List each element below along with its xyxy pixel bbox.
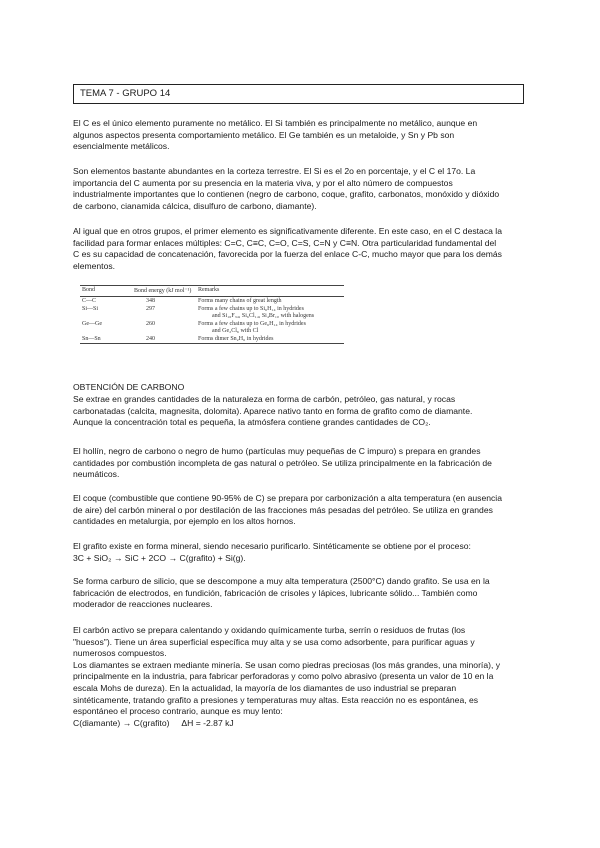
cell-energy: 260 [146,320,155,327]
cell-remarks [196,335,344,344]
paragraph-grafito [73,541,528,564]
text-line: principalmente en la industria, para fabricar perforadoras y como polvo abrasivo (presenta un valor de 10 en la [73,671,494,682]
text-line: Se extrae en grandes cantidades de la naturaleza en forma de carbón, petróleo, gas natural, y rocas [73,394,456,404]
paragraph-carburo [73,576,528,611]
paragraph-carbon-activo [73,625,528,729]
text-line: de carbono, cianamida cálcica, disulfuro de carbono, diamante). [73,200,317,211]
column-header: Remarks [198,287,220,293]
text-line: numerosos compuestos. [73,648,167,659]
cell-energy: 348 [146,297,155,304]
text-line: fabricación de electrodos, en fundición, fabricación de crisoles y lápices, lubricante sólido... También como [73,587,478,598]
equation-line: C(diamante) → C(grafito) ΔH = -2.87 kJ [73,717,234,728]
text-line: El grafito existe en forma mineral, siendo necesario purificarlo. Sintéticamente se obtiene por el proceso: [73,541,471,551]
column-header: Bond energy (kJ mol⁻¹) [134,288,192,294]
text-line: carbonatadas (calcita, magnesita, dolomita). Aparece nativo tanto en forma de grafito como de diamante. [73,405,473,416]
cell-bond: Ge—Ge [82,320,102,327]
remark-line: Forms many chains of great length [198,297,282,304]
text-line: El coque (combustible que contiene 90-95% de C) se prepara por carbonización a alta temperatura (en ausencia [73,493,502,503]
table-row [80,320,344,335]
paragraph-obtencion-1 [73,394,528,429]
paragraph-coque [73,493,528,528]
text-line: algunos aspectos presenta comportamiento metálico. El Ge también es un metaloide, y Sn y Pb son [73,129,455,140]
text-line: esencialmente metálicos. [73,141,170,152]
text-line: C es su capacidad de concatenación, favorecida por la fuerza del enlace C-C, mucho mayor que para los demás [73,249,502,260]
remark-line: Forms dimer Sn₂H₆ in hydrides [198,335,274,342]
paragraph-intro-2 [73,166,528,212]
text-line: Aunque la concentración total es pequeña, la atmósfera contiene grandes cantidades de CO₂. [73,417,431,428]
cell-remarks [196,320,344,335]
cell-remarks [196,297,344,306]
remark-line: and Ge₂Cl₆ with Cl [212,327,259,334]
text-line: Al igual que en otros grupos, el primer elemento es significativamente diferente. En este caso, en el C destaca la [73,226,502,236]
text-line: El hollín, negro de carbono o negro de humo (partículas muy pequeñas de C impuro) s prepara en grandes [73,446,481,456]
cell-energy: 240 [146,335,155,342]
text-line: cantidades en metalurgia, por ejemplo en los altos hornos. [73,516,296,527]
text-line: Los diamantes se extraen mediante minería. Se usan como piedras preciosas (los más grandes, una minoría), y [73,659,501,670]
section-heading: OBTENCIÓN DE CARBONO [73,382,185,392]
text-line: moderador de reacciones nucleares. [73,599,213,610]
text-line: Se forma carburo de silicio, que se descompone a muy alta temperatura (2500°C) dando grafito. Se usa en la [73,576,490,586]
cell-bond: C—C [82,297,97,304]
cell-bond: Si—Si [82,305,99,312]
paragraph-intro-1 [73,118,528,153]
table-header-row [80,286,344,297]
column-header: Bond [82,287,96,293]
paragraph-hollin [73,446,528,481]
table-row [80,297,344,306]
text-line: industrialmente importantes que lo contienen (negro de carbono, coque, grafito, carbonatos, monóxido y dióxido [73,189,500,200]
paragraph-intro-3 [73,226,528,272]
text-line: importancia del C aumenta por su presencia en la materia viva, y por el alto número de compuestos [73,177,453,188]
page-title [73,84,524,104]
text-line: escala Mohs de dureza). En la actualidad, la mayoría de los diamantes de uso industrial se preparan [73,682,457,693]
text-line: de aire) del carbón mineral o por destilación de las fracciones más pesadas del petróleo. Se utiliza en grandes [73,504,493,515]
remark-line: Forms a few chains up to Si₆H₁₄ in hydrides [198,305,304,312]
text-line: neumáticos. [73,469,120,480]
table-row [80,305,344,320]
bond-energy-table [80,285,344,344]
text-line: El carbón activo se prepara calentando y oxidando químicamente turba, serrín o residuos de frutas (los [73,625,466,635]
text-line: El C es el único elemento puramente no metálico. El Si también es principalmente no metálico, aunque en [73,118,478,128]
table-row [80,335,344,344]
cell-bond: Sn—Sn [82,335,101,342]
text-line: Son elementos bastante abundantes en la corteza terrestre. El Si es el 2o en porcentaje, y el C el 17o. La [73,166,476,176]
cell-remarks [196,305,344,320]
page-title-text: TEMA 7 - GRUPO 14 [80,88,171,99]
cell-energy: 297 [146,305,155,312]
text-line: espontáneo el proceso contrario, aunque es muy lento: [73,706,283,717]
remark-line: and Si₁₆F₃₄, Si₆Cl₁₄, Si₄Br₁₀ with halogens [212,312,315,319]
text-line: cantidades por combustión incompleta de gas natural o petróleo. Se utiliza principalmente en la fabricación de [73,457,492,468]
text-line: facilidad para formar enlaces múltiples: C=C, C≡C, C=O, C=S, C=N y C≡N. Otra particularidad fundamental del [73,237,497,248]
text-line: elementos. [73,260,116,271]
remark-line: Forms a few chains up to Ge₆H₁₄ in hydrides [198,320,306,327]
text-line: "huesos"). Tiene un área superficial específica muy alta y se usa como adsorbente, para purificar aguas y [73,636,475,647]
text-line: 3C + SiO₂ → SiC + 2CO → C(grafito) + Si(g). [73,552,246,563]
text-line: sintéticamente, tratando grafito a presiones y temperaturas muy altas. Esta reacción no es espontánea, es [73,694,479,705]
